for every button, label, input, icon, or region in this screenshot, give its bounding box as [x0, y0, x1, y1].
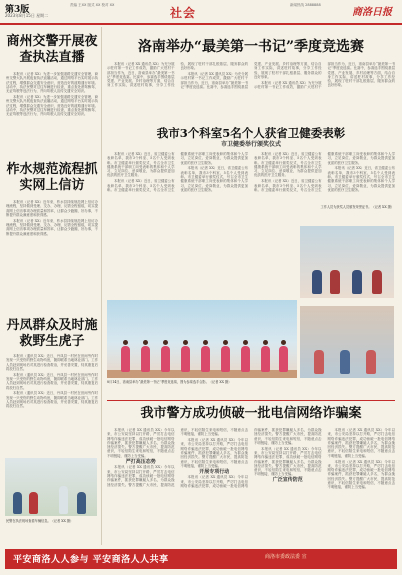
column-divider	[101, 27, 102, 545]
hotline-meta: 新闻热线 2888888	[290, 3, 321, 7]
article-1-body: 本报讯（记者 XX）为进一步加强道路交通安全管理，商州交警大队开展夜查执法直播活动，通过网络平台实时展示执法过程，增强群众交通安全意识，营造良好的道路通行环境。活动中，执法民警对过往车辆进行检查，重点查处酒驾醉驾、无证驾驶等违法行为，并向驾驶人宣传交通安全知识。 本报讯（记者 XX）为进一步加强道路交通安全管理，商州交警大队开展夜查执法直播活动，通过网络平台实时展示执法过程，增强群众交通安全意识，营造良好的道路通行环境。活动中，执法民警对过往车辆进行检查，重点查处酒驾醉驾、无证驾驶等违法行为，并向驾驶人宣传交通安全知识。	[6, 72, 98, 117]
dance-photo	[107, 300, 297, 378]
main-body: 本报讯（记者 XX 通讯员 XX）为充分展示驻村第一书记工作成效，激励广大驻村干部担当作为，近日，洛南县举办“最美第一书记”季度竞选赛。比赛中，参赛选手围绕基层党建、产业发展、乡村治理等方面，结合自身工作实际，讲述驻村故事，分享工作经验，展现了驻村干部扎根基层、服务群众的良好形象。 本报讯（记者 XX 通讯员 XX）为充分展示驻村第一书记工作成效，激励广大驻村干部担当作为，近日，洛南县举办“最美第一书记”季度竞选赛。比赛中，参赛选手围绕基层党建、产业发展、乡村治理等方面，结合自身工作实际，讲述驻村故事，分享工作经验，展现了驻村干部扎根基层、服务群众的良好形象。 本报讯（记者 XX 通讯员 XX）为充分展示驻村第一书记工作成效，激励广大驻村干部担当作为，近日，洛南县举办“最美第一书记”季度竞选赛。比赛中，参赛选手围绕基层党建、产业发展、乡村治理等方面，结合自身工作实际，讲述驻村故事，分享工作经验，展现了驻村干部扎根基层、服务群众的良好形象。	[107, 62, 395, 89]
main-headline: 洛南举办“最美第一书记”季度竞选赛	[137, 39, 365, 55]
issue-date: 2023年8月15日 星期二	[5, 13, 49, 18]
article-1-headline: 商州交警开展夜查执法直播	[6, 34, 98, 65]
police-subhead-3: 广泛宣传防范	[272, 477, 303, 484]
award-photo	[300, 226, 394, 298]
stage-photo	[300, 306, 394, 378]
section-title: 社会	[170, 6, 197, 20]
photo-caption: 8月14日，洛南县举办“最美第一书记”季度竞选赛，图为参赛选手合影。（记者 XX 摄）	[107, 380, 232, 384]
article-3-headline: 丹凤群众及时施救野生虎子	[6, 318, 98, 349]
police-headline: 我市警方成功侦破一批电信网络诈骗案	[140, 406, 362, 421]
police-subhead-1: 严打高压态势	[125, 458, 156, 465]
second-subheadline: 市卫健委举行颁奖仪式	[220, 141, 281, 148]
newspaper-logo: 商洛日报	[352, 7, 392, 18]
police-subhead-2: 开展专项行动	[199, 468, 230, 475]
page-header	[0, 0, 402, 24]
traffic-photo	[5, 458, 97, 516]
bottom-banner	[5, 549, 397, 569]
edition-number: 第3版	[5, 5, 30, 15]
banner-sponsor: 商洛市委政法委 宣	[265, 554, 307, 560]
article-2-headline: 柞水规范流程抓实网上信访	[6, 162, 98, 193]
banner-slogan: 平安商洛人人参与 平安商洛人人共享	[13, 555, 169, 565]
police-body: 本报讯（记者 XX 通讯员 XX）今年以来，市公安局坚持以打开路，严厉打击电信网络诈骗违法犯罪，成功侦破一批电信网络诈骗案件，抓获犯罪嫌疑人多名，为群众挽回经济损失。警方提醒广大市民，提高防范意识，不轻信陌生来电和短信，不随意点击不明链接，谨防上当受骗。 严打高压态势 本报讯（记者 XX 通讯员 XX）今年以来，市公安局坚持以打开路，严厉打击电信网络诈骗违法犯罪，成功侦破一批电信网络诈骗案件，抓获犯罪嫌疑人多名，为群众挽回经济损失。警方提醒广大市民，提高防范意识，不轻信陌生来电和短信，不随意点击不明链接，谨防上当受骗。 本报讯（记者 XX 通讯员 XX）今年以来，市公安局坚持以打开路，严厉打击电信网络诈骗违法犯罪，成功侦破一批电信网络诈骗案件，抓获犯罪嫌疑人多名，为群众挽回经济损失。警方提醒广大市民，提高防范意识，不轻信陌生来电和短信，不随意点击不明链接，谨防上当受骗。 开展专项行动 本报讯（记者 XX 通讯员 XX）今年以来，市公安局坚持以打开路，严厉打击电信网络诈骗违法犯罪，成功侦破一批电信网络诈骗案件，抓获犯罪嫌疑人多名，为群众挽回经济损失。警方提醒广大市民，提高防范意识，不轻信陌生来电和短信，不随意点击不明链接，谨防上当受骗。 本报讯（记者 XX 通讯员 XX）今年以来，市公安局坚持以打开路，严厉打击电信网络诈骗违法犯罪，成功侦破一批电信网络诈骗案件，抓获犯罪嫌疑人多名，为群众挽回经济损失。警方提醒广大市民，提高防范意识，不轻信陌生来电和短信，不随意点击不明链接，谨防上当受骗。 广泛宣传防范 本报讯（记者 XX 通讯员 XX）今年以来，市公安局坚持以打开路，严厉打击电信网络诈骗违法犯罪，成功侦破一批电信网络诈骗案件，抓获犯罪嫌疑人多名，为群众挽回经济损失。警方提醒广大市民，提高防范意识，不轻信陌生来电和短信，不随意点击不明链接，谨防上当受骗。 本报讯（记者 XX 通讯员 XX）今年以来，市公安局坚持以打开路，严厉打击电信网络诈骗违法犯罪，成功侦破一批电信网络诈骗案件，抓获犯罪嫌疑人多名，为群众挽回经济损失。警方提醒广大市民，提高防范意识，不轻信陌生来电和短信，不随意点击不明链接，谨防上当受骗。	[107, 428, 395, 490]
left-photo-caption: 民警在执法现场查看车辆信息。（记者 XX 摄）	[6, 519, 74, 523]
section-rule	[107, 400, 395, 401]
second-body: 本报讯（记者 XX）近日，省卫健委公布表彰名单，我市3个科室、5名个人受到表彰。市卫健委举行颁奖仪式，号召全市卫生健康系统干部职工向受表彰的集体和个人学习，立足岗位、爱岗敬业，为群众提供更加优质的医疗卫生服务。 本报讯（记者 XX）近日，省卫健委公布表彰名单，我市3个科室、5名个人受到表彰。市卫健委举行颁奖仪式，号召全市卫生健康系统干部职工向受表彰的集体和个人学习，立足岗位、爱岗敬业，为群众提供更加优质的医疗卫生服务。 本报讯（记者 XX）近日，省卫健委公布表彰名单，我市3个科室、5名个人受到表彰。市卫健委举行颁奖仪式，号召全市卫生健康系统干部职工向受表彰的集体和个人学习，立足岗位、爱岗敬业，为群众提供更加优质的医疗卫生服务。 本报讯（记者 XX）近日，省卫健委公布表彰名单，我市3个科室、5名个人受到表彰。市卫健委举行颁奖仪式，号召全市卫生健康系统干部职工向受表彰的集体和个人学习，立足岗位、爱岗敬业，为群众提供更加优质的医疗卫生服务。 本报讯（记者 XX）近日，省卫健委公布表彰名单，我市3个科室、5名个人受到表彰。市卫健委举行颁奖仪式，号召全市卫生健康系统干部职工向受表彰的集体和个人学习，立足岗位、爱岗敬业，为群众提供更加优质的医疗卫生服务。 本报讯（记者 XX）近日，省卫健委公布表彰名单，我市3个科室、5名个人受到表彰。市卫健委举行颁奖仪式，号召全市卫生健康系统干部职工向受表彰的集体和个人学习，立足岗位、爱岗敬业，为群众提供更加优质的医疗卫生服务。	[107, 152, 395, 192]
award-photo-caption: 工作人员为获奖人员颁发荣誉证书。（记者 XX 摄）	[320, 205, 394, 209]
second-headline: 我市3个科室5名个人获省卫健委表彰	[156, 126, 346, 140]
header-rule	[0, 23, 402, 25]
article-3-body: 本报讯（通讯员 XX）近日，丹凤县一村民在田间劳作时发现一只受伤的野生动物幼崽，随即联系当地林业部门。工作人员赶到现场后对其进行检查救治，并妥善安置，待其康复后将放归自然。 本报讯（通讯员 XX）近日，丹凤县一村民在田间劳作时发现一只受伤的野生动物幼崽，随即联系当地林业部门。工作人员赶到现场后对其进行检查救治，并妥善安置，待其康复后将放归自然。 本报讯（通讯员 XX）近日，丹凤县一村民在田间劳作时发现一只受伤的野生动物幼崽，随即联系当地林业部门。工作人员赶到现场后对其进行检查救治，并妥善安置，待其康复后将放归自然。	[6, 354, 98, 409]
article-2-body: 本报讯（记者 XX）近年来，柞水县持续规范网上信访办理流程，坚持做到受理、交办、办理、反馈全程留痕，切实提高网上信访事项办理质量和效率，让群众少跑腿、好办事，不断提升群众满意度和获得感。 本报讯（记者 XX）近年来，柞水县持续规范网上信访办理流程，坚持做到受理、交办、办理、反馈全程留痕，切实提高网上信访事项办理质量和效率，让群众少跑腿、好办事，不断提升群众满意度和获得感。	[6, 200, 98, 236]
editor-meta: 责编 王XX 版式 XX 校对 XX	[70, 3, 115, 7]
